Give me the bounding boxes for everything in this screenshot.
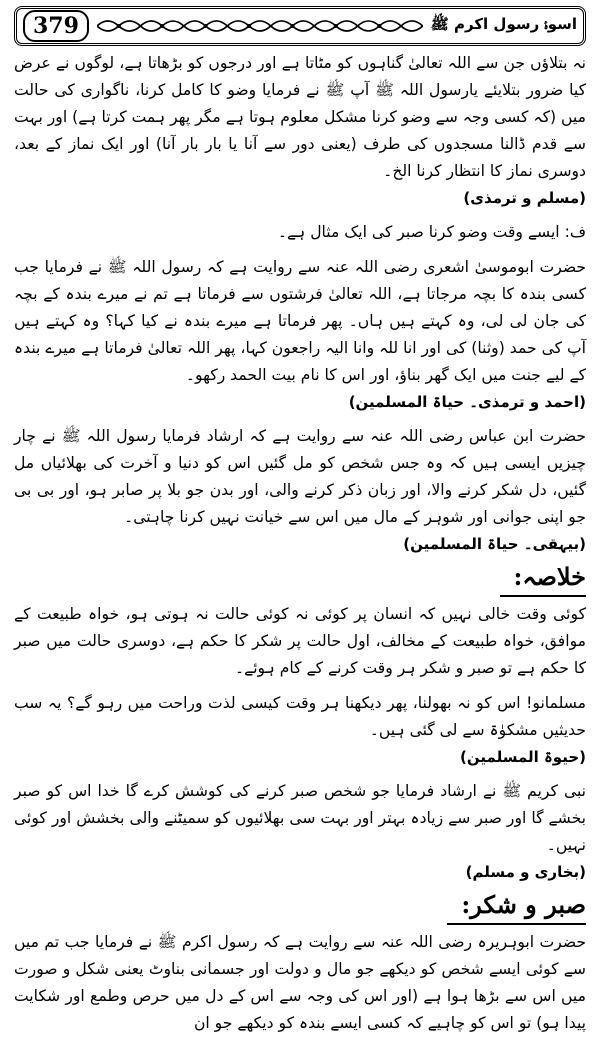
- spacer: [14, 682, 586, 690]
- citation: (بخاری و مسلم): [465, 863, 586, 881]
- paragraph-text: حضرت ابوہریرہ رضی اللہ عنہ سے روایت ہے کہ رسول اکرم ﷺ نے فرمایا جب تم میں سے کوئی ایسے شخص کو دیکھے جو مال و دولت اور جسمانی بناوٹ یعنی شکل و صورت میں اس سے بڑھا ہوا ہے (اور اس کی وجہ سے اس کے دل میں حرص وطمع اور شکایت پیدا ہو) تو اس کو چاہیے کہ کسی ایسے بندہ کو دیکھے جو ان: [14, 933, 586, 1032]
- citation: (حیوۃ المسلمین): [460, 748, 586, 766]
- paragraph: [14, 929, 586, 1037]
- heading-row: [14, 557, 586, 601]
- paragraph: [14, 50, 586, 211]
- paragraph: [14, 778, 586, 885]
- paragraph-text: نہ بتلاؤں جن سے اللہ تعالیٰ گناہوں کو مٹاتا ہے اور درجوں کو بڑھاتا ہے، لوگوں نے عرض کیا ضرور بتلایئے یارسول اللہ ﷺ آپ ﷺ نے فرمایا وضو کا کامل کرنا، ناگواری کی حالت میں (کہ کسی وجہ سے وضو کرنا مشکل معلوم ہوتا ہے مگر پھر ہمت کرتا ہے) اور بہت سے قدم ڈالنا مسجدوں کی طرف (یعنی دور سے آنا یا بار بار آنا) اور ایک نماز کے بعد، دوسری نماز کا انتظار کرنا الخ۔: [14, 54, 586, 180]
- paragraph-text: حضرت ابن عباس رضی اللہ عنہ سے روایت ہے کہ ارشاد فرمایا رسول اللہ ﷺ نے چار چیزیں ایسی ہیں کہ وہ جس شخص کو مل گئیں اس کو دنیا و آخرت کی بھلائیاں مل گئیں، دل شکر کرنے والا، اور زبان ذکر کرنے والی، اور بدن جو بلا پر صابر ہو، اور بی بی جو اپنی جوانی اور شوہر کے مال میں اس سے خیانت نہیں کرنا چاہتی۔: [14, 427, 586, 526]
- spacer: [14, 246, 586, 254]
- page-header: [14, 6, 586, 46]
- spacer: [14, 415, 586, 423]
- paragraph-text: ف: ایسے وقت وضو کرنا صبر کی ایک مثال ہے۔: [277, 223, 586, 241]
- citation: (مسلم و ترمذی): [463, 189, 586, 207]
- paragraph: [14, 601, 586, 682]
- section-heading: خلاصہ:: [500, 559, 586, 597]
- heading-row: [14, 885, 586, 929]
- paragraph: [14, 690, 586, 770]
- paragraph-text: کوئی وقت خالی نہیں کہ انسان پر کوئی نہ کوئی حالت نہ ہوتی ہو، خواہ طبیعت کے موافق، خواہ طبیعت کے مخالف، اول حالت پر شکر کا حکم ہے، دوسری حالت میں صبر کا حکم ہے تو صبر و شکر ہر وقت کرنے کے کام ہوئے۔: [14, 605, 586, 677]
- header-ornament: [97, 14, 423, 38]
- spacer: [14, 211, 586, 219]
- citation: (بیہقی۔ حیاۃ المسلمین): [403, 535, 586, 553]
- paragraph-text: حضرت ابوموسیٰ اشعری رضی اللہ عنہ سے روایت ہے کہ رسول اللہ ﷺ نے فرمایا جب کسی بندہ کا بچہ مرجاتا ہے، اللہ تعالیٰ فرشتوں سے فرماتا ہے تم نے میرے بندہ کے بچہ کی جان لی لی، وہ کہتے ہیں ہاں۔ پھر فرماتا ہے میرے بندہ نے کیا کہا؟ وہ کہتے ہیں آپ کی حمد (وثنا) کی اور انا للہ وانا الیہ راجعون کہا، پھر اللہ تعالیٰ فرماتا ہے میرے بندہ کے لیے جنت میں ایک گھر بناؤ، اور اس کا نام بیت الحمد رکھو۔: [14, 258, 586, 384]
- running-title: اسوۂ رسول اکرم ﷺ: [430, 15, 577, 33]
- paragraph: [14, 219, 586, 246]
- page-number: 379: [23, 10, 89, 42]
- spacer: [14, 770, 586, 778]
- paragraph: [14, 423, 586, 557]
- citation: (احمد و ترمذی۔ حیاۃ المسلمین): [348, 393, 586, 411]
- section-heading: صبر و شکر:: [447, 887, 586, 925]
- paragraph: [14, 254, 586, 415]
- paragraph-text: نبی کریم ﷺ نے ارشاد فرمایا جو شخص صبر کرنے کی کوشش کرے گا خدا اس کو صبر بخشے گا اور صبر سے زیادہ بہتر اور بہت سی بھلائیوں کو سمیٹنے والی بخشش اور کوئی نہیں۔: [14, 782, 586, 854]
- paragraph-text: مسلمانو! اس کو نہ بھولنا، پھر دیکھنا ہر وقت کیسی لذت وراحت میں رہو گے؟ یہ سب حدیثیں مشکوٰۃ سے لی گئی ہیں۔: [14, 694, 586, 739]
